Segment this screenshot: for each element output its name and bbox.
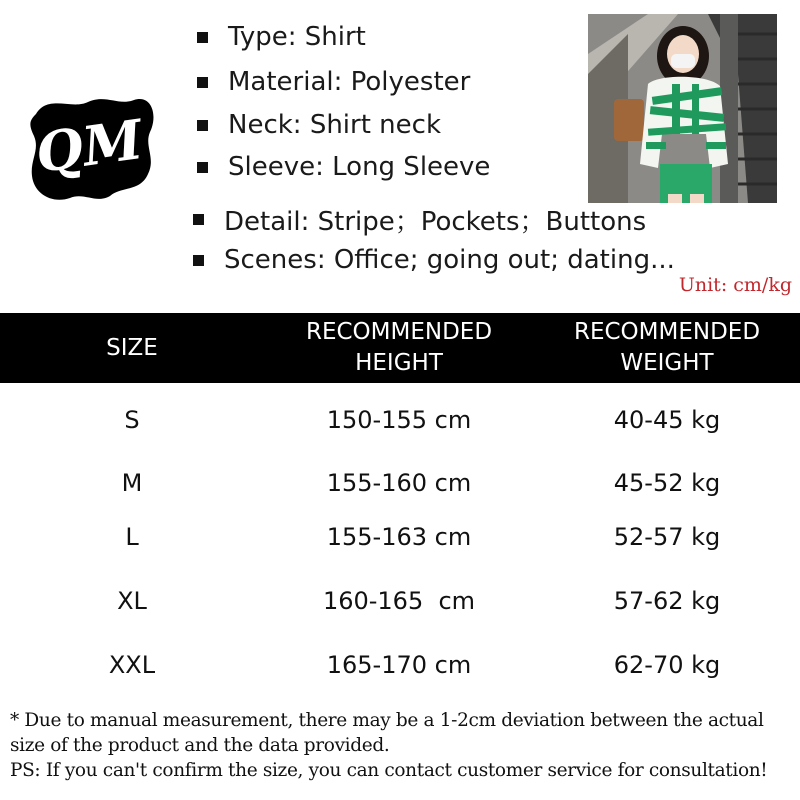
- cell-size: XXL: [108, 651, 156, 679]
- header-height: [289, 313, 509, 383]
- header-weight-line2: WEIGHT: [620, 350, 714, 376]
- brand-logo: [26, 92, 158, 204]
- cell-weight: 62-70 kg: [613, 651, 721, 679]
- square-bullet-icon: [197, 162, 208, 173]
- square-bullet-icon: [197, 120, 208, 131]
- cell-weight: 40-45 kg: [613, 406, 721, 434]
- cell-weight: 45-52 kg: [613, 469, 721, 497]
- header-weight: [557, 313, 777, 383]
- note-line: size of the product and the data provided.: [10, 735, 390, 756]
- spec-type: Type: Shirt: [228, 22, 366, 52]
- cell-size: S: [124, 406, 140, 434]
- square-bullet-icon: [193, 214, 204, 225]
- table-row: [0, 400, 800, 440]
- header-size-label: SIZE: [106, 334, 158, 361]
- cell-height: 155-163 cm: [326, 523, 472, 551]
- cell-height: 160-165 cm: [322, 587, 476, 615]
- cell-weight: 52-57 kg: [613, 523, 721, 551]
- disclaimer-notes: [10, 708, 795, 783]
- header-height-line1: RECOMMENDED: [305, 319, 493, 345]
- cell-size: M: [121, 469, 143, 497]
- spec-scenes: Scenes: Office; going out; dating...: [224, 245, 675, 275]
- square-bullet-icon: [197, 77, 208, 88]
- table-row: [0, 581, 800, 621]
- square-bullet-icon: [197, 32, 208, 43]
- header-weight-line1: RECOMMENDED: [573, 319, 761, 345]
- cell-size: L: [125, 523, 139, 551]
- spec-detail: Detail: Stripe；Pockets；Buttons: [224, 207, 647, 237]
- spec-neck: Neck: Shirt neck: [228, 110, 442, 140]
- unit-label: Unit: cm/kg: [678, 274, 792, 296]
- cell-weight: 57-62 kg: [613, 587, 721, 615]
- table-row: [0, 463, 800, 503]
- square-bullet-icon: [193, 255, 204, 266]
- spec-item: [197, 110, 441, 140]
- spec-item: [197, 22, 366, 52]
- cell-size: XL: [117, 587, 147, 615]
- size-table-header: [0, 313, 800, 383]
- spec-item: [193, 245, 675, 275]
- spec-item: [197, 152, 490, 182]
- spec-item: [197, 67, 470, 97]
- table-row: [0, 645, 800, 685]
- spec-material: Material: Polyester: [228, 67, 471, 97]
- spec-item: [193, 201, 646, 238]
- cell-height: 155-160 cm: [326, 469, 472, 497]
- cell-height: 150-155 cm: [326, 406, 472, 434]
- product-photo: [588, 14, 777, 203]
- cell-height: 165-170 cm: [326, 651, 472, 679]
- header-height-line2: HEIGHT: [355, 350, 443, 376]
- svg-text:QM: QM: [31, 106, 147, 186]
- note-line: PS: If you can't confirm the size, you can contact customer service for consultation!: [10, 760, 768, 781]
- note-line: * Due to manual measurement, there may be a 1-2cm deviation between the actual: [10, 710, 764, 731]
- header-size: [32, 313, 232, 383]
- table-row: [0, 517, 800, 557]
- spec-sleeve: Sleeve: Long Sleeve: [228, 152, 491, 182]
